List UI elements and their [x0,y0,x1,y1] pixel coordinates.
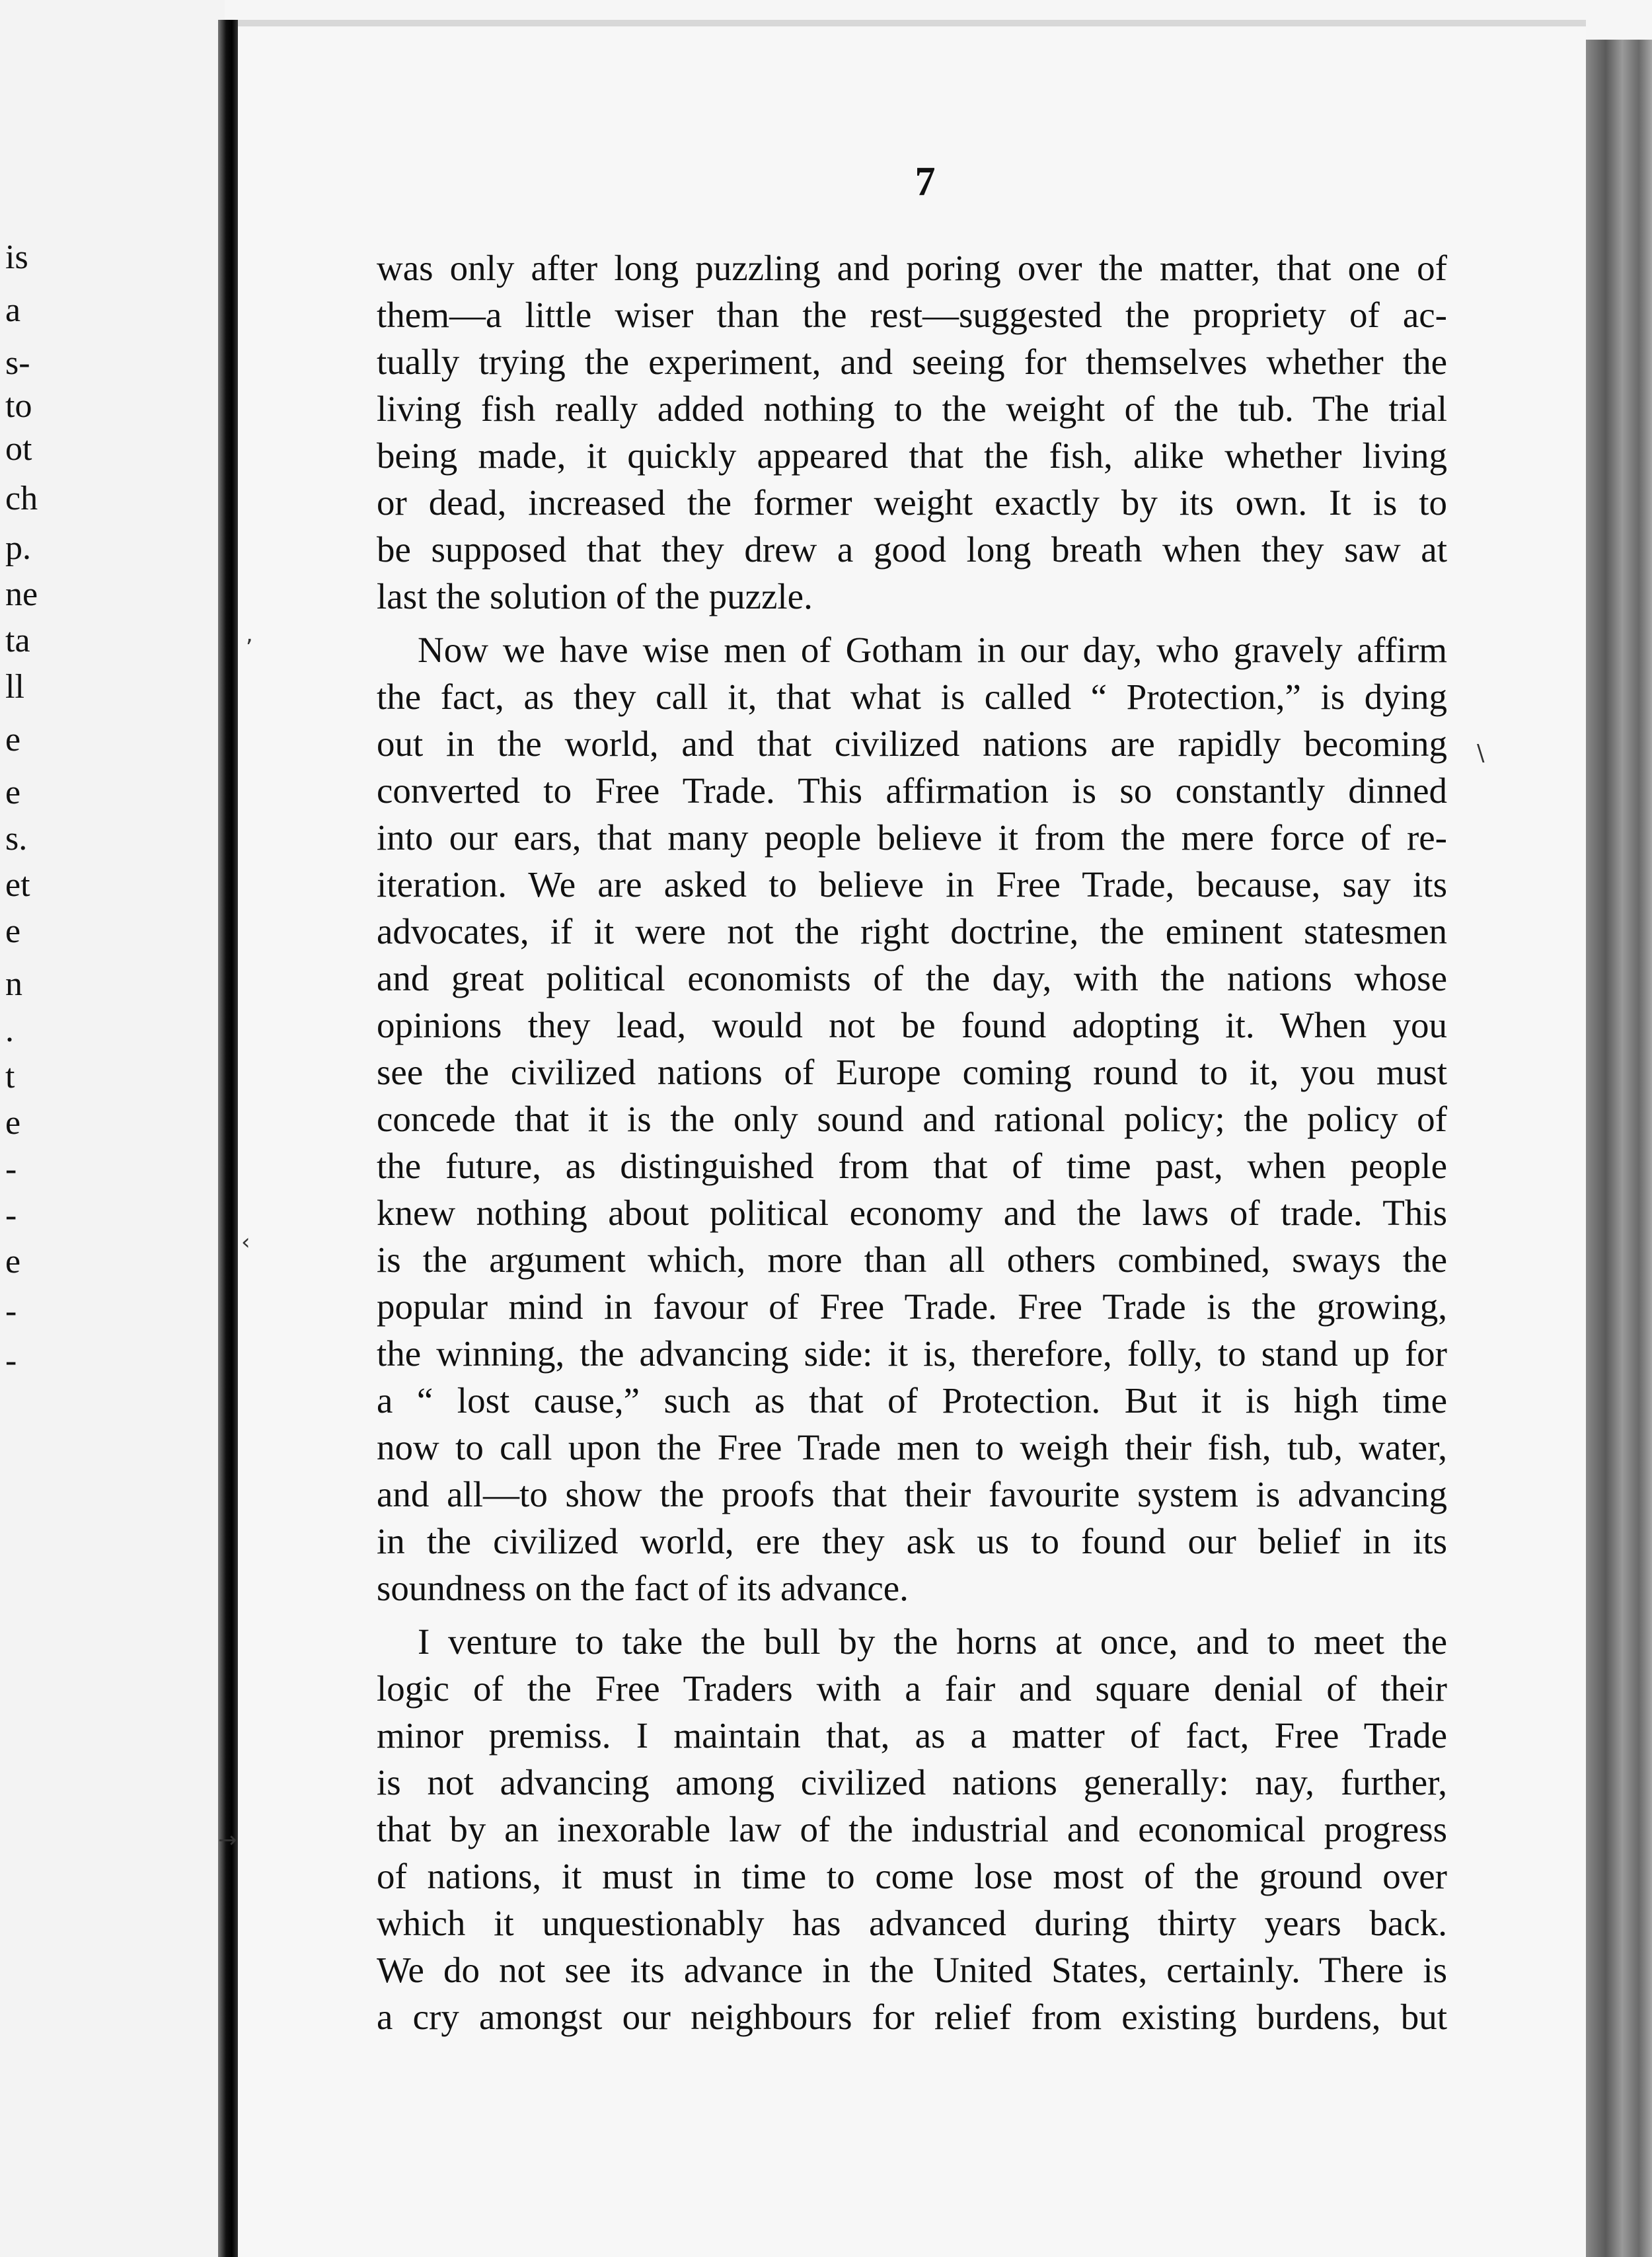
text-line: a “ lost cause,” such as that of Protection. But it is high time [377,1380,1447,1421]
text-line: was only after long puzzling and poring over the matter, that one of [377,248,1447,288]
text-line: tually trying the experiment, and seeing for themselves whether the [377,342,1447,382]
text-line: minor premiss. I maintain that, as a matter of fact, Free Trade [377,1715,1447,1756]
left-page-fragment: n [5,965,22,1003]
paragraph [377,244,1447,620]
text-line: into our ears, that many people believe it from the mere force of re- [377,817,1447,858]
text-line: last the solution of the puzzle. [377,576,813,616]
left-facing-page [0,0,225,2257]
text-line: is the argument which, more than all others combined, sways the [377,1240,1447,1280]
text-line: and all—to show the proofs that their favourite system is advancing [377,1474,1447,1514]
text-line: converted to Free Trade. This affirmation is so constantly dinned [377,770,1447,811]
text-line: knew nothing about political economy and the laws of trade. This [377,1193,1447,1233]
text-line: advocates, if it were not the right doctrine, the eminent statesmen [377,911,1447,951]
left-page-fragment: - [5,1197,17,1234]
left-page-fragment: ch [5,480,38,517]
text-line: a cry amongst our neighbours for relief from existing burdens, but [377,1997,1447,2037]
left-page-fragment: ot [5,430,32,468]
text-line: out in the world, and that civilized nations are rapidly becoming [377,723,1447,764]
text-line: of nations, it must in time to come lose most of the ground over [377,1856,1447,1896]
text-line: the fact, as they call it, that what is called “ Protection,” is dying [377,677,1447,717]
text-line: be supposed that they drew a good long breath when they saw at [377,529,1447,570]
left-page-fragment: ta [5,622,30,659]
margin-mark: → [218,1827,237,1853]
paragraph [377,1618,1447,2040]
text-line: concede that it is the only sound and rational policy; the policy of [377,1099,1447,1139]
left-page-fragment: et [5,866,30,904]
paragraph [377,626,1447,1611]
left-page-fragment: ne [5,575,38,613]
book-gutter [218,20,238,2257]
margin-mark: ‹ [241,1229,250,1255]
text-line: popular mind in favour of Free Trade. Free Trade is the growing, [377,1286,1447,1327]
text-line: them—a little wiser than the rest—suggested the propriety of ac- [377,295,1447,335]
left-page-fragment: e [5,1104,21,1142]
text-line: see the civilized nations of Europe coming round to it, you must [377,1052,1447,1092]
text-line: iteration. We are asked to believe in Free Trade, because, say its [377,864,1447,905]
left-page-fragment: s. [5,820,28,858]
left-page-fragment: p. [5,529,31,567]
text-line: that by an inexorable law of the industrial and economical progress [377,1809,1447,1849]
left-page-fragment: is [5,239,28,276]
text-line: or dead, increased the former weight exactly by its own. It is to [377,482,1447,523]
margin-mark: , [246,621,253,648]
left-page-fragment: e [5,774,21,811]
text-line: is not advancing among civilized nations generally: nay, further, [377,1762,1447,1802]
text-line: being made, it quickly appeared that the fish, alike whether living [377,435,1447,476]
text-line: in the civilized world, ere they ask us to found our belief in its [377,1521,1447,1561]
left-page-fragment: - [5,1150,17,1188]
text-line: now to call upon the Free Trade men to weigh their fish, tub, water, [377,1427,1447,1467]
left-page-fragment: t [5,1058,15,1095]
left-page-fragment: to [5,387,32,425]
left-page-fragment: s- [5,344,30,382]
text-line: logic of the Free Traders with a fair and square denial of their [377,1668,1447,1709]
text-line: Now we have wise men of Gotham in our day, who gravely affirm [418,630,1447,670]
left-page-fragment: - [5,1342,17,1380]
page-number: 7 [915,159,936,204]
left-page-fragment: e [5,721,21,758]
left-page-fragment: e [5,912,21,950]
text-line: living fish really added nothing to the weight of the tub. The trial [377,388,1447,429]
margin-mark: \ [1477,740,1485,766]
text-line: opinions they lead, would not be found adopting it. When you [377,1005,1447,1045]
text-line: which it unquestionably has advanced during thirty years back. [377,1903,1447,1943]
left-page-fragment: - [5,1292,17,1330]
text-line: the future, as distinguished from that of time past, when people [377,1146,1447,1186]
text-line: and great political economists of the day, with the nations whose [377,958,1447,998]
body-text [377,244,1447,2040]
text-line: We do not see its advance in the United States, certainly. There is [377,1950,1447,1990]
page-top-shadow [238,20,1586,26]
left-page-fragment: ll [5,668,24,706]
text-line: the winning, the advancing side: it is, therefore, folly, to stand up for [377,1333,1447,1374]
page-edge-stack [1586,40,1652,2257]
text-line: I venture to take the bull by the horns at once, and to meet the [418,1621,1447,1662]
text-line: soundness on the fact of its advance. [377,1568,909,1608]
left-page-fragment: e [5,1243,21,1280]
left-page-fragment: . [5,1012,14,1049]
left-page-fragment: a [5,291,21,329]
